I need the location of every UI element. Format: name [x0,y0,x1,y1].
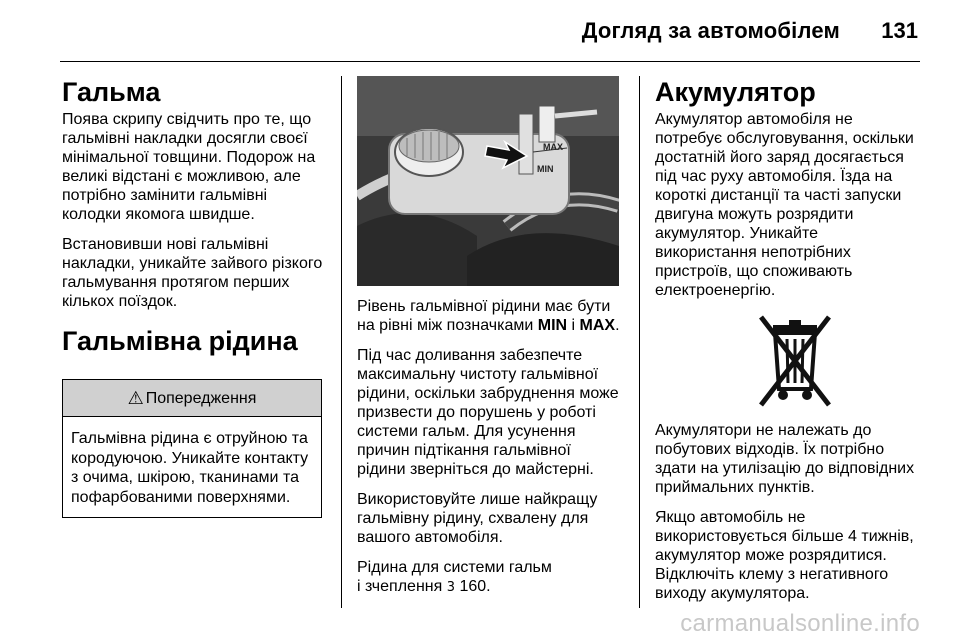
column-brake-fluid [357,76,627,608]
column-divider [639,76,640,608]
column-brakes [62,76,330,518]
header-title: Догляд за автомобілем [581,18,840,43]
max-label: MAX [579,317,616,334]
section-heading-battery: Акумулятор [655,77,816,107]
header-rule [60,61,920,62]
brake-fluid-reservoir-illustration [357,76,619,286]
battery-paragraph-1: Акумулятор автомобіля не потребує обслуговування, оскільки достатній його заряд досягається під час руху автомобіля. Їзда на короткі дистанції та часті запуски двигуна можуть розрядити акумулятор. Уникайте використання непотрібних пристроїв, що споживають електроенергію. [655,111,914,299]
brakes-paragraph-2: Встановивши нові гальмівні накладки, уникайте зайвого різкого гальмування протягом перших кількох поїздок. [62,236,323,310]
battery-paragraph-2: Акумулятори не належать до побутових відходів. Їх потрібно здати на утилізацію до відповідних приймальних пунктів. [655,422,915,496]
warning-box [62,379,322,518]
page-reference-icon: 3 [446,580,455,595]
column-battery [655,76,925,614]
brake-fluid-paragraph-1: Рівень гальмівної рідини має бути на рівні між позначками MIN і MAX. [357,298,620,334]
page-number: 131 [881,18,918,43]
brake-fluid-paragraph-3: Використовуйте лише найкращу гальмівну рідину, схвалену для вашого автомобіля. [357,491,598,546]
min-label: MIN [537,317,568,334]
watermark: carmanualsonline.info [680,610,920,637]
brake-fluid-paragraph-2: Під час доливання забезпечте максимальну чистоту гальмівної рідини, оскільки забруднення може призвести до порушень у роботі системи гальм. Для усунення причин підтікання гальмівної рідини зверніться до майстерні. [357,347,619,478]
warning-text: Гальмівна рідина є отруйною та кородуючою. Уникайте контакту з очима, шкірою, тканинами та пофарбованими поверхнями. [71,430,309,506]
min-mark-label: MIN [537,164,554,174]
warning-title: Попередження [145,389,257,407]
section-heading-brakes: Гальма [62,77,161,107]
section-heading-brake-fluid: Гальмівна рідина [62,326,298,356]
warning-triangle-icon: ⚠ [127,387,144,408]
brakes-paragraph-1: Поява скрипу свідчить про те, що гальмівні накладки досягли своєї мінімальної товщини. Подорож на великі відстані є можливою, але потрібно замінити гальмівні колодки якомога швидше. [62,111,316,223]
max-mark-label: MAX [543,142,563,152]
warning-header [63,380,321,417]
crossed-bin-icon [755,311,835,411]
battery-paragraph-3: Якщо автомобіль не використовується більше 4 тижнів, акумулятор може розрядитися. Відключіть клему з негативного виходу акумулятора. [655,509,914,602]
column-divider [341,76,342,608]
brake-fluid-paragraph-4: Рідина для системи гальм і зчеплення 3 160. [357,559,552,595]
